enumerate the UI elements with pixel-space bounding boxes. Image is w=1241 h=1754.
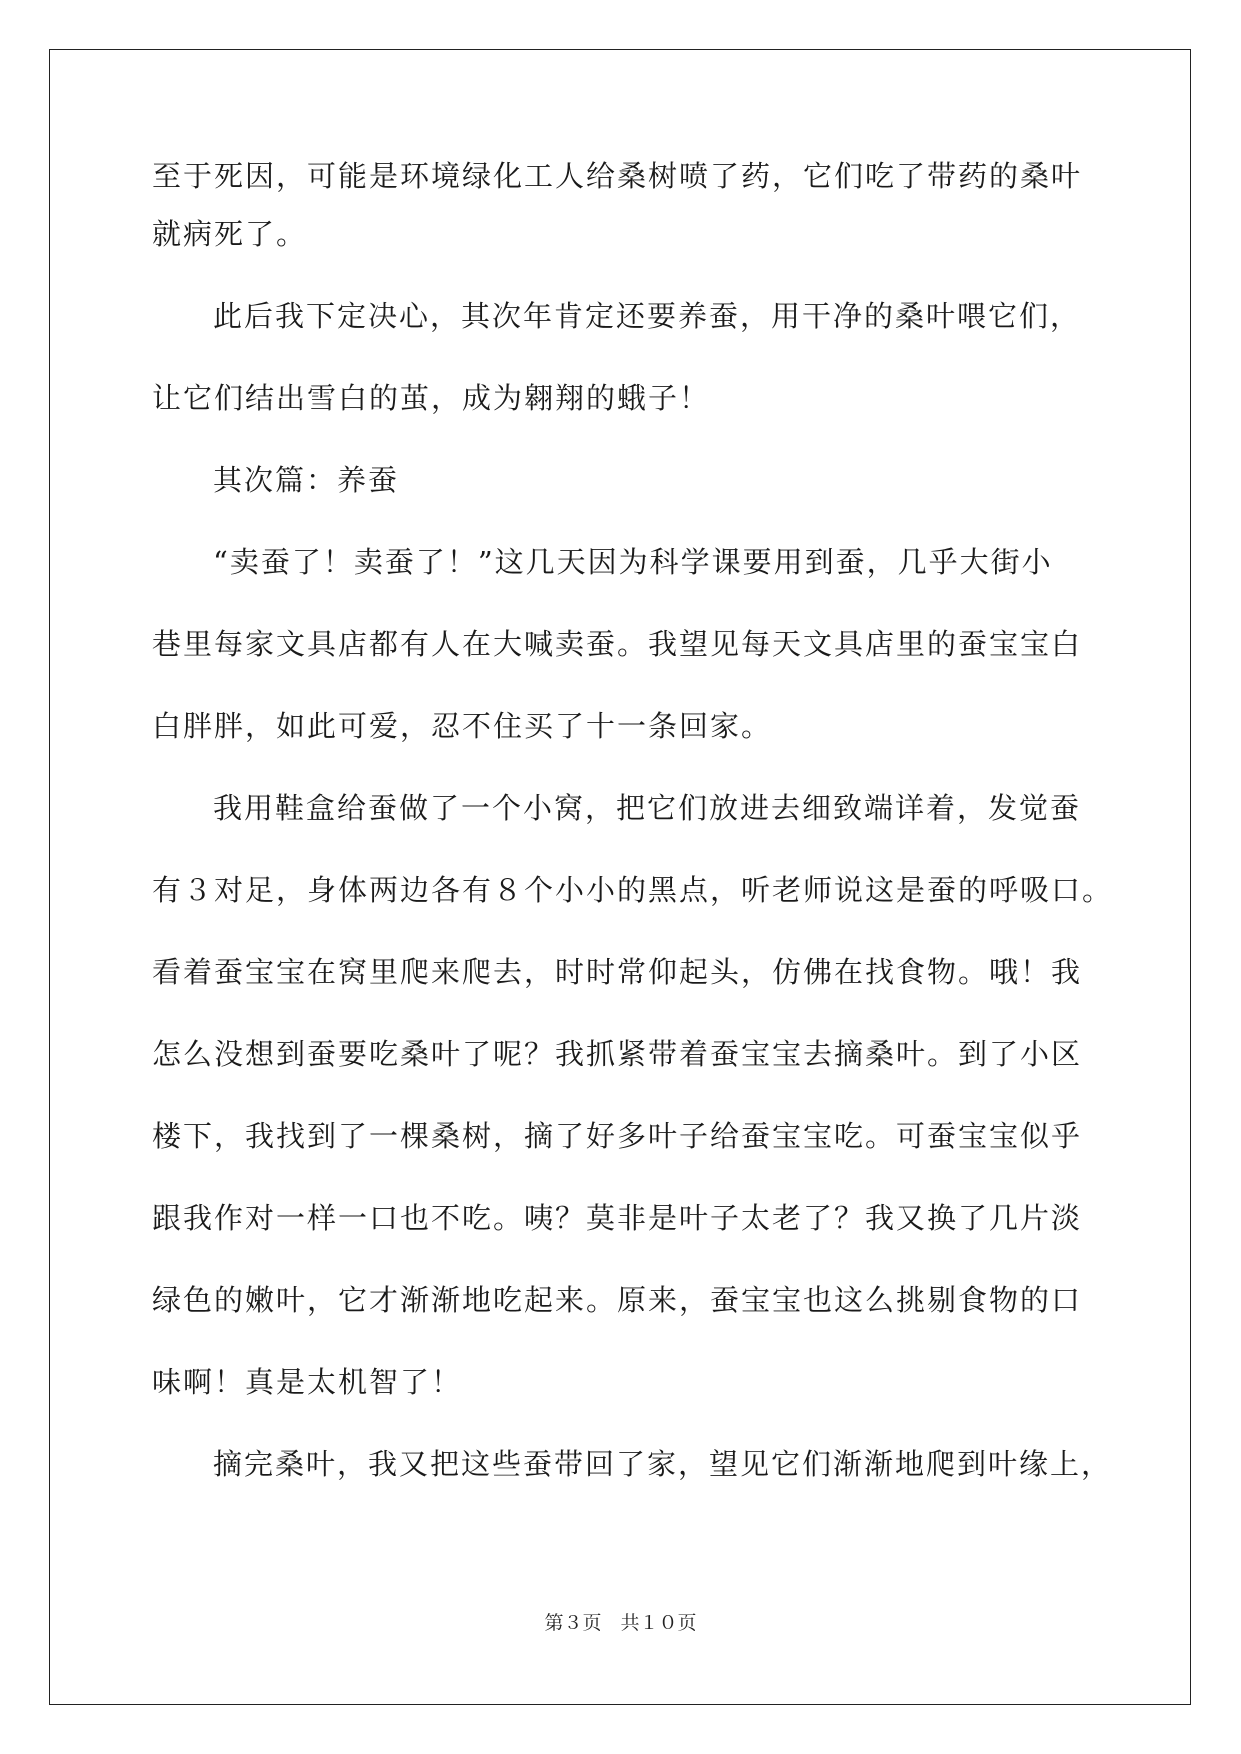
text-line: 就病死了。 [152, 217, 308, 251]
paragraph-line: 我用鞋盒给蚕做了一个小窝，把它们放进去细致端详着，发觉蚕 [213, 791, 1082, 825]
text-line: 怎么没想到蚕要吃桑叶了呢？我抓紧带着蚕宝宝去摘桑叶。到了小区 [152, 1037, 1083, 1071]
paragraph-line: “卖蚕了！卖蚕了！”这几天因为科学课要用到蚕，几乎大街小 [213, 545, 1053, 579]
document-body [152, 159, 1114, 1505]
text-line: 跟我作对一样一口也不吃。咦？莫非是叶子太老了？我又换了几片淡 [152, 1201, 1083, 1235]
page-footer: 第３页 共１０页 [544, 1612, 697, 1634]
text-line: 至于死因，可能是环境绿化工人给桑树喷了药，它们吃了带药的桑叶 [152, 159, 1083, 193]
text-line: 白胖胖，如此可爱，忍不住买了十一条回家。 [152, 709, 773, 743]
paragraph-line: 此后我下定决心，其次年肯定还要养蚕，用干净的桑叶喂它们， [213, 299, 1082, 333]
text-line: 味啊！真是太机智了！ [152, 1365, 463, 1399]
text-line: 绿色的嫩叶，它才渐渐地吃起来。原来，蚕宝宝也这么挑剔食物的口 [152, 1283, 1083, 1317]
text-line: 楼下，我找到了一棵桑树，摘了好多叶子给蚕宝宝吃。可蚕宝宝似乎 [152, 1119, 1083, 1153]
text-line: 让它们结出雪白的茧，成为翱翔的蛾子！ [152, 381, 711, 415]
text-line: 有３对足，身体两边各有８个小小的黑点，听老师说这是蚕的呼吸口。 [152, 873, 1114, 907]
paragraph-line: 摘完桑叶，我又把这些蚕带回了家，望见它们渐渐地爬到叶缘上， [213, 1447, 1113, 1481]
section-heading: 其次篇：养蚕 [213, 463, 400, 497]
text-line: 巷里每家文具店都有人在大喊卖蚕。我望见每天文具店里的蚕宝宝白 [152, 627, 1083, 661]
text-line: 看着蚕宝宝在窝里爬来爬去，时时常仰起头，仿佛在找食物。哦！我 [152, 955, 1083, 989]
